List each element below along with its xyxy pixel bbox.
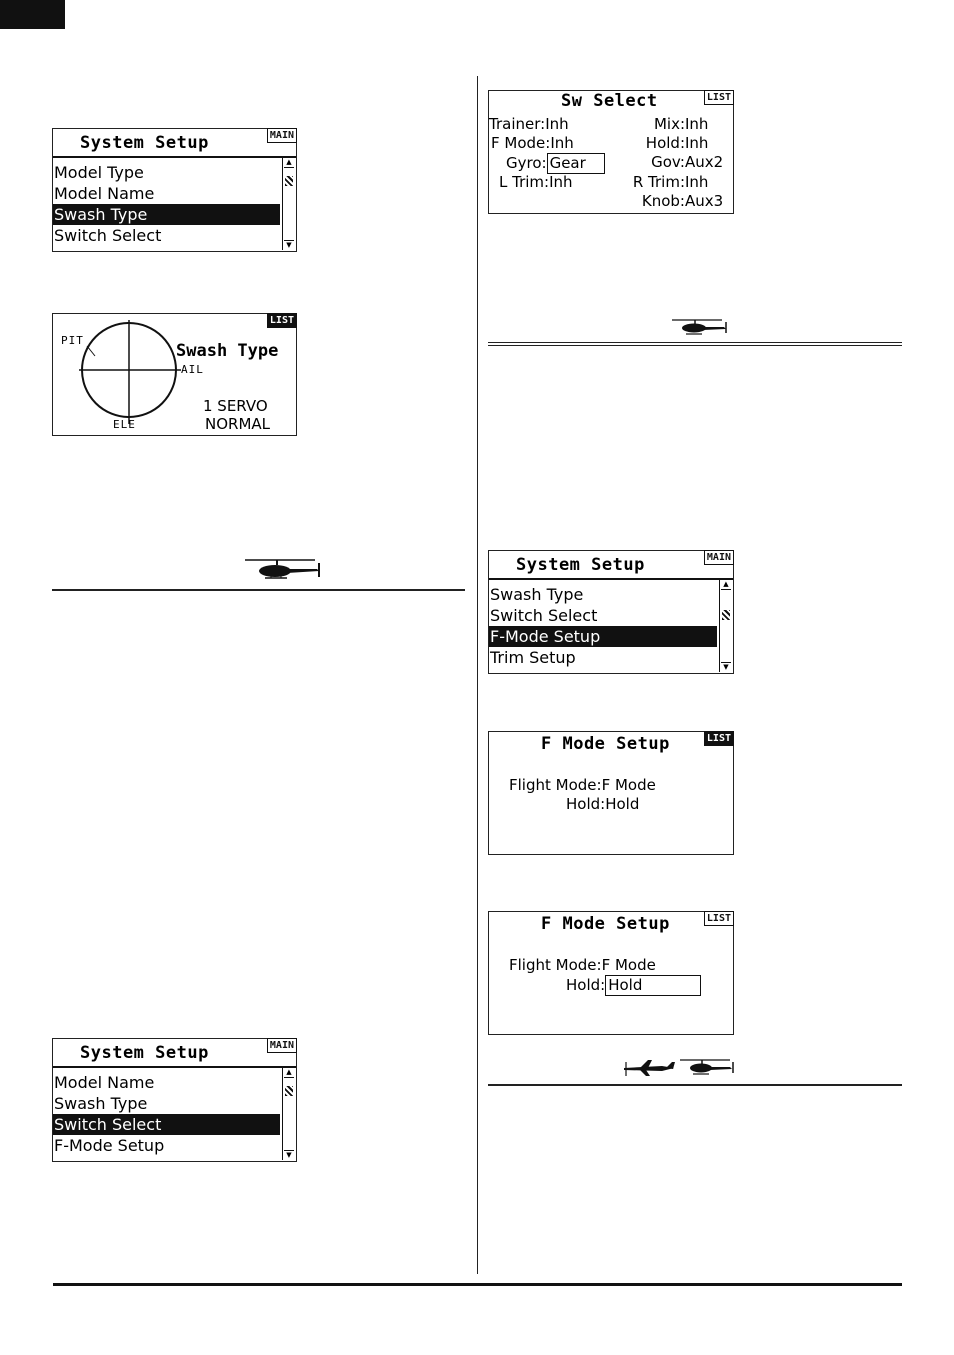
list-badge: LIST: [704, 731, 734, 746]
scrollbar[interactable]: [719, 580, 732, 672]
gyro-label: Gyro:: [506, 154, 547, 172]
menu-item-trim-setup[interactable]: Trim Setup: [490, 648, 576, 667]
knob-value[interactable]: Aux3: [685, 192, 724, 210]
list-badge: LIST: [704, 90, 734, 105]
menu-item-model-name[interactable]: Model Name: [54, 1073, 155, 1092]
hold-label: Hold:: [566, 976, 606, 994]
scroll-thumb[interactable]: [285, 176, 293, 186]
title-divider: [53, 1066, 296, 1068]
title-divider: [53, 156, 296, 158]
rtrim-value[interactable]: Inh: [685, 173, 709, 191]
fmode-value[interactable]: Inh: [550, 134, 574, 152]
screen-title: F Mode Setup: [541, 734, 670, 754]
fmode-setup-screen-1: [488, 731, 734, 855]
title-divider: [489, 578, 733, 580]
menu-item-swash-type[interactable]: Swash Type: [54, 1094, 148, 1113]
mix-row[interactable]: [654, 115, 729, 134]
ele-label: ELE: [113, 418, 136, 431]
scrollbar[interactable]: [282, 1068, 295, 1160]
hold-value[interactable]: Inh: [685, 134, 709, 152]
pit-pointer-line: [87, 346, 95, 356]
screen-title: System Setup: [516, 555, 645, 575]
menu-item-model-type[interactable]: Model Type: [54, 163, 144, 182]
menu-item-model-name[interactable]: Model Name: [54, 184, 155, 203]
ail-label: AIL: [181, 363, 204, 376]
trainer-value[interactable]: Inh: [545, 115, 569, 133]
scroll-down-icon[interactable]: ▼: [721, 662, 731, 672]
system-setup-screen-3: [488, 550, 734, 674]
scroll-down-icon[interactable]: ▼: [284, 240, 294, 250]
fmode-setup-screen-2: [488, 911, 734, 1035]
hold-label: Hold:: [566, 795, 606, 813]
footer-rule: [53, 1283, 902, 1286]
menu-list: [53, 162, 280, 246]
flight-mode-label: Flight Mode:: [509, 956, 602, 974]
screen-title: System Setup: [80, 133, 209, 153]
scroll-up-icon[interactable]: ▲: [284, 158, 294, 168]
trainer-label: Trainer:: [489, 115, 546, 133]
section-rule-left: [52, 589, 465, 591]
knob-row[interactable]: [642, 192, 729, 211]
menu-item-switch-select[interactable]: Switch Select: [54, 226, 162, 245]
flight-mode-row[interactable]: [509, 956, 656, 975]
swash-type-title: Swash Type: [176, 341, 279, 361]
menu-item-f-mode-setup[interactable]: F-Mode Setup: [489, 626, 717, 647]
menu-item-switch-select[interactable]: Switch Select: [53, 1114, 280, 1135]
rtrim-label: R Trim:: [632, 173, 685, 191]
scrollbar[interactable]: [282, 158, 295, 250]
screen-title: F Mode Setup: [541, 914, 670, 934]
scroll-up-icon[interactable]: ▲: [284, 1068, 294, 1078]
swash-type-screen: [52, 313, 297, 436]
list-badge: LIST: [704, 911, 734, 926]
hold-row[interactable]: [646, 134, 729, 153]
ltrim-value[interactable]: Inh: [549, 173, 573, 191]
menu-list: [489, 584, 717, 668]
section-rule-right-bottom: [488, 1084, 902, 1086]
swash-value-servo: 1 SERVO: [203, 397, 268, 415]
gyro-row[interactable]: [506, 153, 605, 174]
section-rule-right-top: [488, 342, 902, 343]
hold-label: Hold:: [645, 134, 685, 152]
menu-item-swash-type[interactable]: Swash Type: [490, 585, 584, 604]
column-divider: [477, 76, 478, 1274]
ltrim-label: L Trim:: [499, 173, 550, 191]
scroll-thumb[interactable]: [285, 1086, 293, 1096]
flight-mode-row[interactable]: [509, 776, 656, 795]
menu-item-switch-select[interactable]: Switch Select: [490, 606, 598, 625]
page-corner-tab: [0, 0, 65, 29]
flight-mode-value[interactable]: F Mode: [601, 956, 656, 974]
screen-title: System Setup: [80, 1043, 209, 1063]
main-badge: MAIN: [267, 1038, 297, 1053]
gyro-value[interactable]: Gear: [547, 153, 605, 174]
list-badge: LIST: [267, 313, 297, 328]
gov-label: Gov:: [651, 153, 685, 171]
swash-value-normal: NORMAL: [205, 415, 271, 433]
hold-value[interactable]: Hold: [605, 795, 640, 813]
flight-mode-label: Flight Mode:: [509, 776, 602, 794]
mix-value[interactable]: Inh: [685, 115, 709, 133]
helicopter-icon: [678, 1058, 736, 1078]
scroll-up-icon[interactable]: ▲: [721, 580, 731, 590]
rtrim-row[interactable]: [633, 173, 729, 192]
helicopter-icon: [670, 318, 730, 338]
gov-value[interactable]: Aux2: [685, 153, 724, 171]
mix-label: Mix:: [653, 115, 685, 133]
hold-row[interactable]: [566, 795, 639, 814]
trainer-row[interactable]: [489, 115, 569, 134]
main-badge: MAIN: [704, 550, 734, 565]
sw-select-screen: [488, 90, 734, 214]
helicopter-icon: [243, 557, 325, 583]
pit-label: PIT: [61, 334, 84, 347]
menu-item-f-mode-setup[interactable]: F-Mode Setup: [54, 1136, 165, 1155]
gov-row[interactable]: [651, 153, 729, 172]
menu-item-swash-type[interactable]: Swash Type: [53, 204, 280, 225]
fmode-row[interactable]: [491, 134, 574, 153]
scroll-down-icon[interactable]: ▼: [284, 1150, 294, 1160]
main-badge: MAIN: [267, 128, 297, 143]
ltrim-row[interactable]: [499, 173, 573, 192]
menu-list: [53, 1072, 280, 1156]
flight-mode-value[interactable]: F Mode: [601, 776, 656, 794]
hold-row[interactable]: [566, 975, 701, 996]
scroll-thumb[interactable]: [722, 610, 730, 620]
fmode-label: F Mode:: [491, 134, 551, 152]
system-setup-screen-2: [52, 1038, 297, 1162]
airplane-icon: [622, 1059, 680, 1079]
system-setup-screen-1: [52, 128, 297, 252]
hold-value[interactable]: Hold: [605, 975, 701, 996]
knob-label: Knob:: [641, 192, 685, 210]
screen-title: Sw Select: [561, 91, 658, 111]
